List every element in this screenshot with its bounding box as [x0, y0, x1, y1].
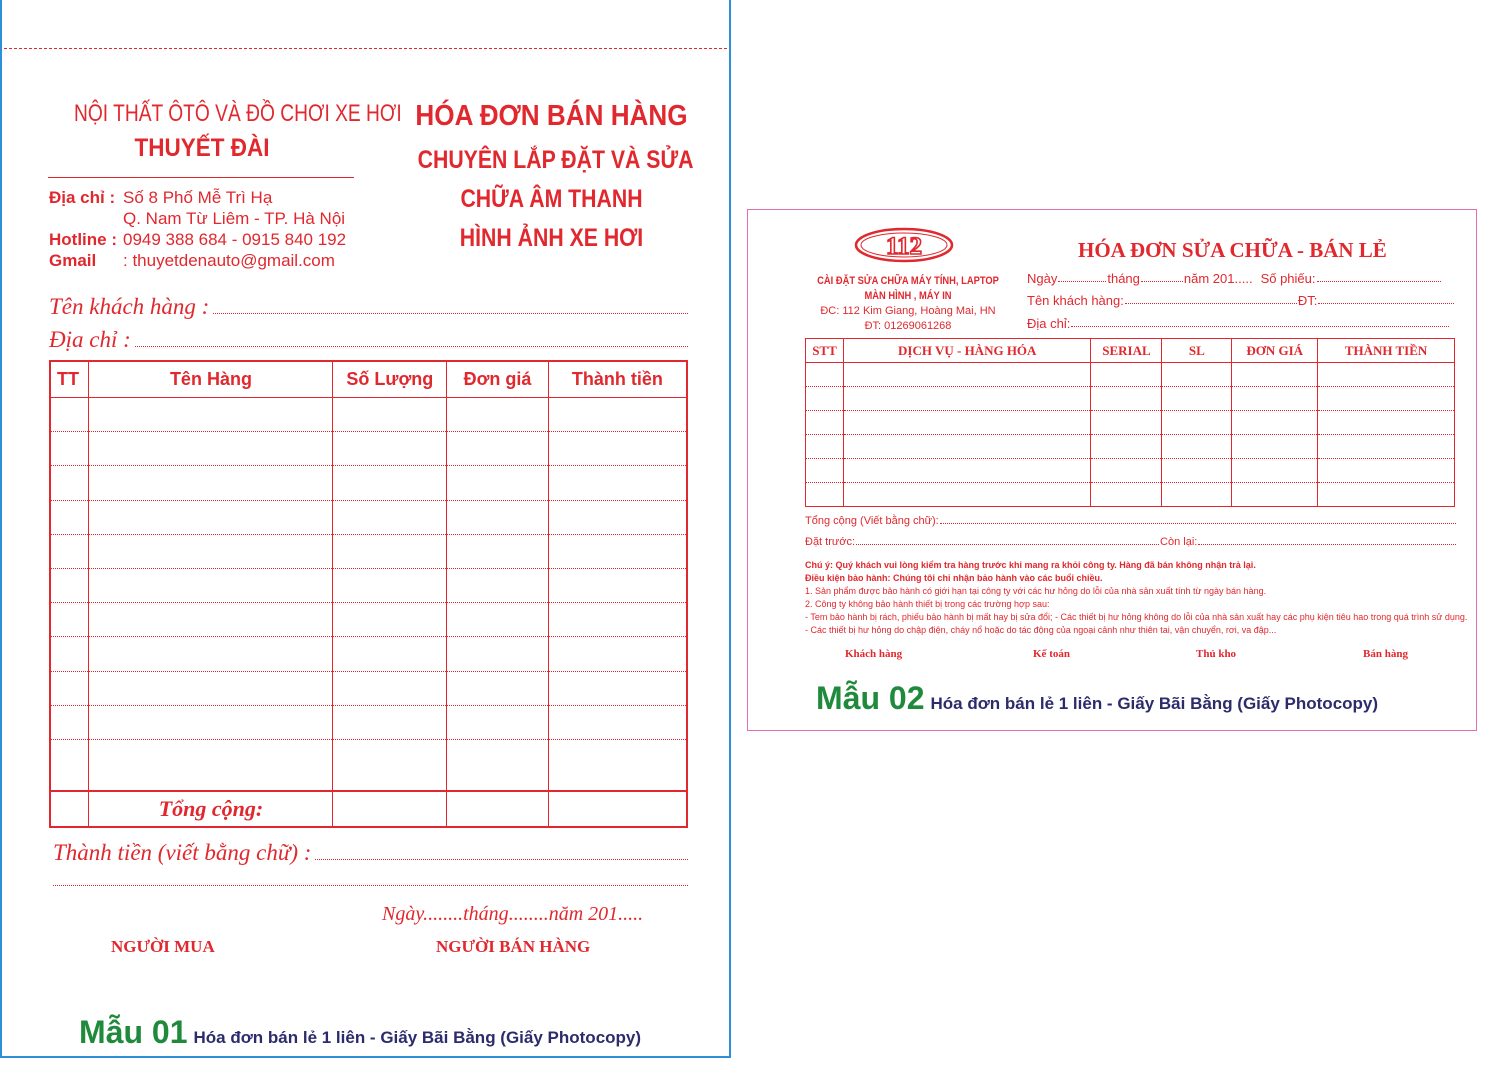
total-quantity-cell[interactable]	[333, 791, 447, 827]
items-table-cell[interactable]	[548, 637, 687, 671]
deposit-remaining-row[interactable]	[805, 536, 1457, 548]
col-header-tt: TT	[50, 361, 89, 398]
items-table-cell[interactable]	[548, 603, 687, 637]
address-label: Địa chỉ:	[1027, 316, 1071, 331]
invoice-title: HÓA ĐƠN BÁN HÀNG	[415, 100, 688, 132]
service-table-cell[interactable]	[1318, 363, 1455, 387]
deposit-label: Đặt trước:	[805, 536, 856, 548]
gmail-label: Gmail	[49, 251, 97, 270]
items-table-cell[interactable]	[333, 671, 447, 705]
col-header-service: DỊCH VỤ - HÀNG HÓA	[843, 339, 1091, 363]
service-line-1: CHUYÊN LẮP ĐẶT VÀ SỬA	[417, 146, 694, 174]
items-table-cell[interactable]	[50, 637, 89, 671]
items-table-row	[50, 432, 687, 466]
form-01-description: Hóa đơn bán lẻ 1 liên - Giấy Bãi Bằng (Giấy Photocopy)	[193, 1028, 642, 1047]
items-table-cell[interactable]	[50, 466, 89, 500]
date-month-label: tháng	[463, 903, 509, 925]
service-table-row	[806, 411, 1455, 435]
service-table-cell[interactable]	[1162, 459, 1232, 483]
col-header-quantity: Số Lượng	[333, 361, 447, 398]
col-header-item-name: Tên Hàng	[89, 361, 333, 398]
company-address: ĐC: 112 Kim Giang, Hoàng Mai, HN	[820, 305, 996, 317]
service-table-cell[interactable]	[1162, 435, 1232, 459]
customer-address-field[interactable]	[49, 327, 688, 353]
company-phone: ĐT: 01269061268	[864, 320, 952, 332]
items-table-cell[interactable]	[89, 603, 333, 637]
logo-text: 112	[885, 233, 923, 260]
form-02-number: Mẫu 02	[816, 680, 925, 716]
sign-warehouse: Thủ kho	[1196, 648, 1237, 660]
form-01-number: Mẫu 01	[79, 1014, 188, 1050]
service-table-cell[interactable]	[1162, 387, 1232, 411]
hotline-value: 0949 388 684 - 0915 840 192	[123, 230, 347, 249]
phone-label: ĐT:	[1297, 293, 1318, 308]
invoice-title: HÓA ĐƠN SỬA CHỮA - BÁN LẺ	[1078, 238, 1387, 262]
items-table-row	[50, 671, 687, 705]
items-table-cell[interactable]	[548, 705, 687, 739]
company-service-line-1: CÀI ĐẶT SỬA CHỮA MÁY TÍNH, LAPTOP	[817, 275, 999, 287]
form-02-caption	[816, 680, 1378, 717]
items-table-cell[interactable]	[447, 637, 549, 671]
service-table-cell[interactable]	[1091, 459, 1162, 483]
service-table-cell[interactable]	[1232, 435, 1318, 459]
company-name: THUYẾT ĐÀI	[134, 134, 270, 162]
company-service-line-2: MÀN HÌNH , MÁY IN	[864, 290, 952, 302]
items-table-cell[interactable]	[333, 740, 447, 791]
service-table-cell[interactable]	[806, 411, 844, 435]
total-in-words-label: Tổng cộng (Viết bằng chữ):	[805, 515, 939, 527]
service-table-cell[interactable]	[1318, 411, 1455, 435]
items-table-cell[interactable]	[447, 466, 549, 500]
items-table-cell[interactable]	[50, 705, 89, 739]
service-table-cell[interactable]	[1318, 483, 1455, 507]
amount-in-words-field[interactable]	[53, 840, 688, 866]
total-price-cell[interactable]	[447, 791, 549, 827]
service-table-cell[interactable]	[843, 363, 1091, 387]
col-header-amount: Thành tiền	[548, 361, 687, 398]
col-header-unit-price: Đơn giá	[447, 361, 549, 398]
col-header-unit-price: ĐƠN GIÁ	[1232, 339, 1318, 363]
service-table-row	[806, 459, 1455, 483]
service-table-cell[interactable]	[1232, 387, 1318, 411]
company-info	[798, 274, 1018, 334]
items-table-cell[interactable]	[447, 569, 549, 603]
service-table-cell[interactable]	[843, 387, 1091, 411]
items-table-cell[interactable]	[548, 466, 687, 500]
warranty-notes	[805, 559, 1468, 637]
sign-customer: Khách hàng	[845, 648, 903, 660]
address-line-1: Số 8 Phố Mễ Trì Hạ	[123, 188, 273, 207]
service-table-cell[interactable]	[806, 387, 844, 411]
service-table-cell[interactable]	[1162, 411, 1232, 435]
service-table-cell[interactable]	[843, 483, 1091, 507]
items-table-cell[interactable]	[333, 637, 447, 671]
items-table-cell[interactable]	[447, 671, 549, 705]
items-table-cell[interactable]	[447, 500, 549, 534]
date-day-label: Ngày	[382, 903, 424, 925]
perforation-line	[4, 48, 727, 49]
service-table-cell[interactable]	[1232, 411, 1318, 435]
items-table-cell[interactable]	[89, 466, 333, 500]
items-table-cell[interactable]	[89, 740, 333, 791]
company-logo	[854, 227, 954, 263]
company-tagline: NỘI THẤT ÔTÔ VÀ ĐỒ CHƠI XE HƠI	[74, 100, 402, 127]
service-table-cell[interactable]	[1232, 363, 1318, 387]
items-table-cell[interactable]	[50, 500, 89, 534]
items-table-cell[interactable]	[50, 432, 89, 466]
items-table-cell[interactable]	[447, 740, 549, 791]
customer-phone-row[interactable]	[1027, 293, 1455, 308]
amount-in-words-field-2[interactable]	[53, 872, 688, 892]
service-table-cell[interactable]	[1318, 459, 1455, 483]
service-line-3: HÌNH ẢNH XE HƠI	[459, 224, 644, 252]
items-table-cell[interactable]	[333, 432, 447, 466]
items-table-row	[50, 569, 687, 603]
invoice-form-01	[0, 0, 731, 1058]
service-table-cell[interactable]	[1091, 483, 1162, 507]
items-table-cell[interactable]	[333, 398, 447, 432]
items-table-row	[50, 398, 687, 432]
service-table-cell[interactable]	[806, 459, 844, 483]
date-receipt-row[interactable]	[1027, 271, 1442, 286]
col-header-amount: THÀNH TIỀN	[1318, 339, 1455, 363]
items-table-cell[interactable]	[50, 569, 89, 603]
date-year-label: năm 201	[548, 903, 619, 925]
divider	[48, 177, 354, 178]
service-table-cell[interactable]	[843, 435, 1091, 459]
total-label: Tổng cộng:	[89, 791, 333, 827]
date-day-label: Ngày	[1027, 271, 1058, 286]
items-table-cell[interactable]	[333, 534, 447, 568]
col-header-quantity: SL	[1162, 339, 1232, 363]
items-table-cell[interactable]	[89, 705, 333, 739]
items-table-cell[interactable]	[548, 398, 687, 432]
receipt-number-label: Số phiếu:	[1260, 271, 1316, 286]
items-table-cell[interactable]	[447, 705, 549, 739]
service-table-row	[806, 435, 1455, 459]
amount-in-words-label: Thành tiền (viết bằng chữ) :	[53, 840, 312, 865]
seller-signature-label: NGƯỜI BÁN HÀNG	[436, 937, 591, 956]
date-year-label: năm 201.....	[1183, 271, 1253, 286]
note-line-2: Điều kiện bảo hành: Chúng tôi chỉ nhận bảo hành vào các buổi chiều.	[805, 573, 1103, 583]
address-row[interactable]	[1027, 316, 1450, 331]
service-table-cell[interactable]	[1318, 435, 1455, 459]
items-table-row	[50, 740, 687, 791]
hotline-label: Hotline :	[49, 230, 117, 249]
total-row	[50, 791, 687, 827]
service-table-cell[interactable]	[1162, 363, 1232, 387]
customer-name-field[interactable]	[49, 294, 688, 320]
items-table-cell[interactable]	[333, 705, 447, 739]
invoice-form-02	[747, 209, 1477, 731]
service-table-cell[interactable]	[806, 435, 844, 459]
items-table-cell[interactable]	[333, 569, 447, 603]
sign-seller: Bán hàng	[1363, 648, 1408, 660]
items-table-cell[interactable]	[548, 671, 687, 705]
service-table-cell[interactable]	[1162, 483, 1232, 507]
items-table-cell[interactable]	[50, 740, 89, 791]
items-table-cell[interactable]	[447, 603, 549, 637]
service-table-cell[interactable]	[1091, 387, 1162, 411]
date-line: Ngày........tháng........năm 201.....	[382, 903, 644, 925]
date-month-label: tháng	[1107, 271, 1140, 286]
items-table-row	[50, 466, 687, 500]
items-table-cell[interactable]	[447, 432, 549, 466]
items-table-cell[interactable]	[89, 500, 333, 534]
address-label: Địa chỉ :	[49, 188, 116, 207]
items-table-cell[interactable]	[89, 569, 333, 603]
note-line-4: 2. Công ty không bảo hành thiết bị trong các trường hợp sau:	[805, 599, 1050, 609]
note-line-3: 1. Sản phẩm được bảo hành có giới hạn tại công ty với các hư hỏng do lỗi của nhà sản xuất tính từ ngày bán hàng.	[805, 586, 1267, 596]
items-table-cell[interactable]	[89, 637, 333, 671]
company-contact	[49, 187, 346, 271]
form-01-caption	[79, 1014, 641, 1051]
items-table-cell[interactable]	[333, 603, 447, 637]
invoice-title-block	[394, 100, 709, 258]
customer-name-label: Tên khách hàng:	[1027, 293, 1124, 308]
note-line-6: - Các thiết bị hư hỏng do chập điện, cháy nổ hoặc do tác động của ngoại cảnh như thiên tai, vận chuyển, rơi, va đập...	[805, 625, 1277, 635]
service-table-cell[interactable]	[1232, 459, 1318, 483]
gmail-value: : thuyetdenauto@gmail.com	[123, 251, 335, 270]
service-table-row	[806, 483, 1455, 507]
items-table-row	[50, 534, 687, 568]
service-table-cell[interactable]	[1318, 387, 1455, 411]
items-table-row	[50, 637, 687, 671]
service-table-row	[806, 387, 1455, 411]
service-table-cell[interactable]	[843, 411, 1091, 435]
form-02-description: Hóa đơn bán lẻ 1 liên - Giấy Bãi Bằng (Giấy Photocopy)	[930, 694, 1379, 713]
note-line-1: Chú ý: Quý khách vui lòng kiểm tra hàng trước khi mang ra khỏi công ty. Hàng đã bán không nhận trả lại.	[805, 560, 1256, 570]
customer-address-label: Địa chỉ :	[49, 327, 131, 352]
address-line-2: Q. Nam Từ Liêm - TP. Hà Nội	[123, 209, 346, 228]
items-table-cell[interactable]	[89, 398, 333, 432]
items-table-cell[interactable]	[89, 432, 333, 466]
items-table-cell[interactable]	[50, 671, 89, 705]
items-table-cell[interactable]	[333, 500, 447, 534]
service-table-row	[806, 363, 1455, 387]
col-header-serial: SERIAL	[1091, 339, 1162, 363]
items-table-cell[interactable]	[89, 534, 333, 568]
total-in-words-field[interactable]	[805, 515, 1457, 527]
items-table	[805, 338, 1455, 507]
note-line-5: - Tem bảo hành bị rách, phiếu bảo hành bị mất hay bị sửa đổi; - Các thiết bị hư hỏng không do lỗi của nhà sản xuất hay các phụ kiện tiêu hao trong quá trình sử dụng.	[805, 612, 1468, 622]
service-table-cell[interactable]	[806, 363, 844, 387]
items-table-row	[50, 603, 687, 637]
customer-name-label: Tên khách hàng :	[49, 294, 210, 319]
service-table-cell[interactable]	[1091, 363, 1162, 387]
items-table-cell[interactable]	[50, 534, 89, 568]
items-table-cell[interactable]	[50, 603, 89, 637]
items-table-cell[interactable]	[50, 398, 89, 432]
items-table-cell[interactable]	[447, 534, 549, 568]
items-table-row	[50, 500, 687, 534]
items-table-cell[interactable]	[548, 569, 687, 603]
items-table	[49, 360, 688, 828]
service-table-cell[interactable]	[1232, 483, 1318, 507]
service-table-cell[interactable]	[1091, 411, 1162, 435]
buyer-signature-label: NGƯỜI MUA	[111, 937, 215, 956]
service-line-2: CHỮA ÂM THANH	[460, 185, 643, 213]
service-table-cell[interactable]	[806, 483, 844, 507]
total-amount-cell[interactable]	[548, 791, 687, 827]
items-table-cell[interactable]	[548, 740, 687, 791]
items-table-cell[interactable]	[548, 500, 687, 534]
company-name-block	[42, 100, 402, 163]
col-header-stt: STT	[806, 339, 844, 363]
remaining-label: Còn lại:	[1160, 536, 1198, 548]
sign-accountant: Kế toán	[1033, 648, 1070, 660]
service-table-cell[interactable]	[843, 459, 1091, 483]
service-table-cell[interactable]	[1091, 435, 1162, 459]
items-table-cell[interactable]	[548, 534, 687, 568]
items-table-cell[interactable]	[447, 398, 549, 432]
items-table-cell[interactable]	[89, 671, 333, 705]
items-table-cell[interactable]	[333, 466, 447, 500]
items-table-cell[interactable]	[548, 432, 687, 466]
items-table-row	[50, 705, 687, 739]
